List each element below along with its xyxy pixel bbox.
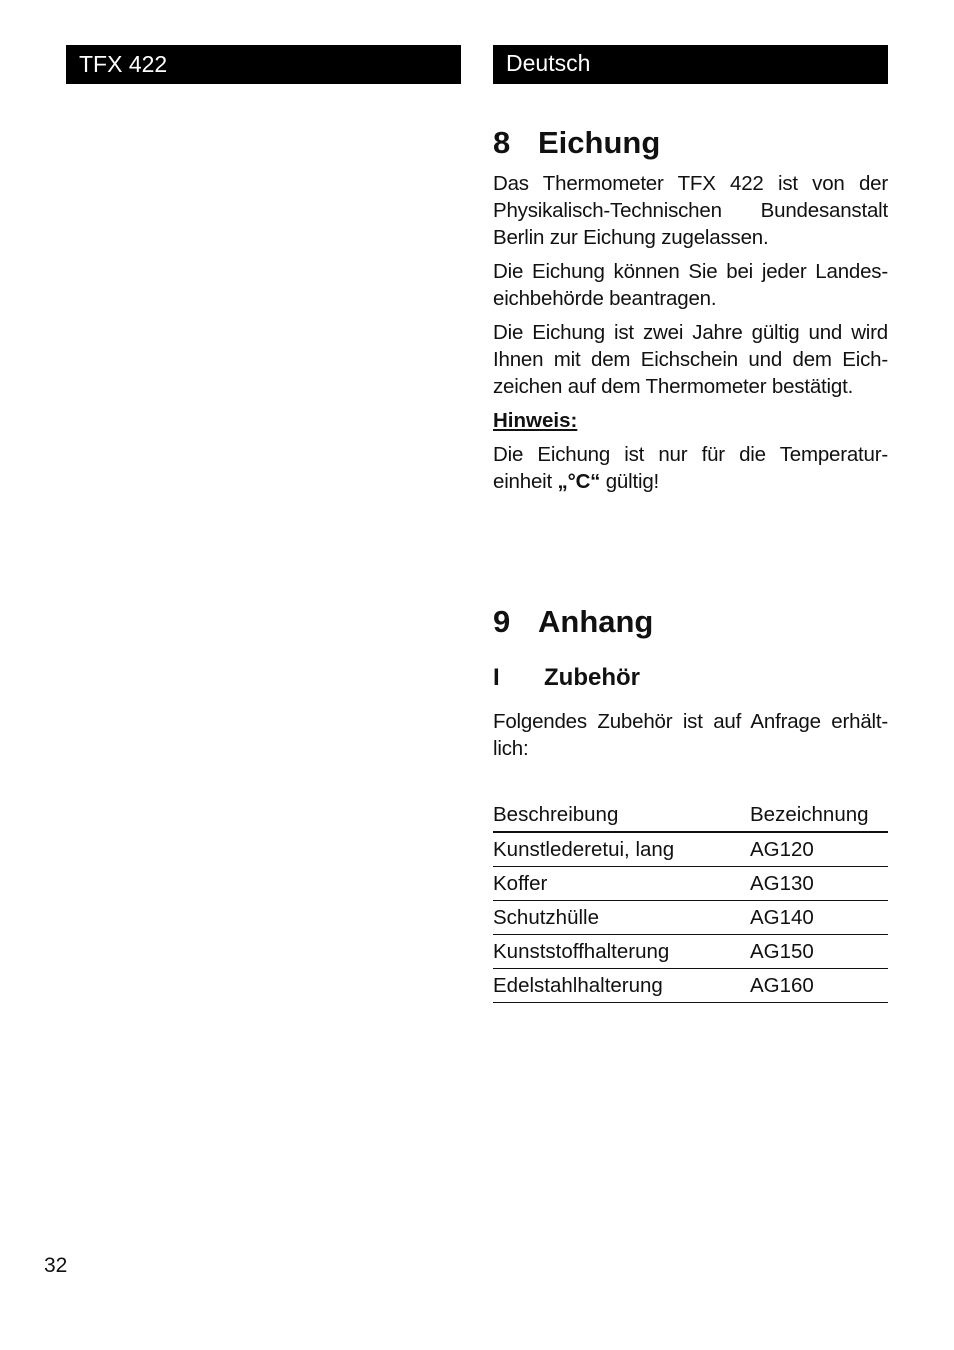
subsection-title: Zubehör: [544, 664, 640, 691]
note-title: Hinweis:: [493, 409, 578, 432]
section-8-number: 8: [493, 125, 511, 160]
table-cell-designation: AG130: [750, 867, 888, 901]
table-row: [493, 969, 888, 1003]
header-product-bar: [66, 45, 461, 84]
table-cell-designation: AG150: [750, 935, 888, 969]
section-9-heading: [493, 603, 888, 641]
section-8-paragraph-1: Das Thermometer TFX 422 ist von der Physikalisch-Technischen Bundesanstalt Berlin zur Eichung zugelassen.: [493, 172, 888, 249]
section-8-body: [493, 170, 888, 495]
header-language-label: Deutsch: [506, 50, 591, 76]
section-9-title: Anhang: [538, 604, 654, 639]
table-row: [493, 935, 888, 969]
section-8-paragraph-3: Die Eichung ist zwei Jahre gültig und wird Ihnen mit dem Eichschein und dem Eich-zeichen auf dem Thermometer bestätigt.: [493, 321, 888, 398]
table-cell-description: Kunstlederetui, lang: [493, 832, 750, 867]
header-language-bar: [493, 45, 888, 84]
table-cell-description: Koffer: [493, 867, 750, 901]
header-product-label: TFX 422: [79, 51, 168, 77]
accessories-intro: [493, 708, 888, 762]
table-cell-description: Schutzhülle: [493, 901, 750, 935]
table-cell-designation: AG120: [750, 832, 888, 867]
table-cell-designation: AG160: [750, 969, 888, 1003]
table-cell-designation: AG140: [750, 901, 888, 935]
accessories-intro-text: Folgendes Zubehör ist auf Anfrage erhält-lich:: [493, 710, 888, 760]
table-header-description: Beschreibung: [493, 798, 750, 832]
section-8-title: Eichung: [538, 125, 661, 160]
page-number: 32: [44, 1254, 68, 1277]
note-unit: „°C“: [557, 470, 601, 493]
table-cell-description: Edelstahlhalterung: [493, 969, 750, 1003]
note-text-start: Die Eichung ist nur für die Temperatur-einheit: [493, 443, 888, 493]
table-row: [493, 867, 888, 901]
table-header-row: [493, 798, 888, 832]
note-text: [493, 441, 888, 495]
table-row: [493, 901, 888, 935]
accessories-table: [493, 798, 888, 1003]
section-8-heading: [493, 124, 888, 162]
note-text-end: gültig!: [600, 470, 660, 493]
table-cell-description: Kunststoffhalterung: [493, 935, 750, 969]
table-header-designation: Bezeichnung: [750, 798, 888, 832]
subsection-number: I: [493, 664, 500, 691]
subsection-zubehoer-heading: [493, 663, 888, 693]
section-9-number: 9: [493, 604, 511, 639]
section-8-paragraph-2: Die Eichung können Sie bei jeder Landes-eichbehörde beantragen.: [493, 260, 888, 310]
table-row: [493, 832, 888, 867]
